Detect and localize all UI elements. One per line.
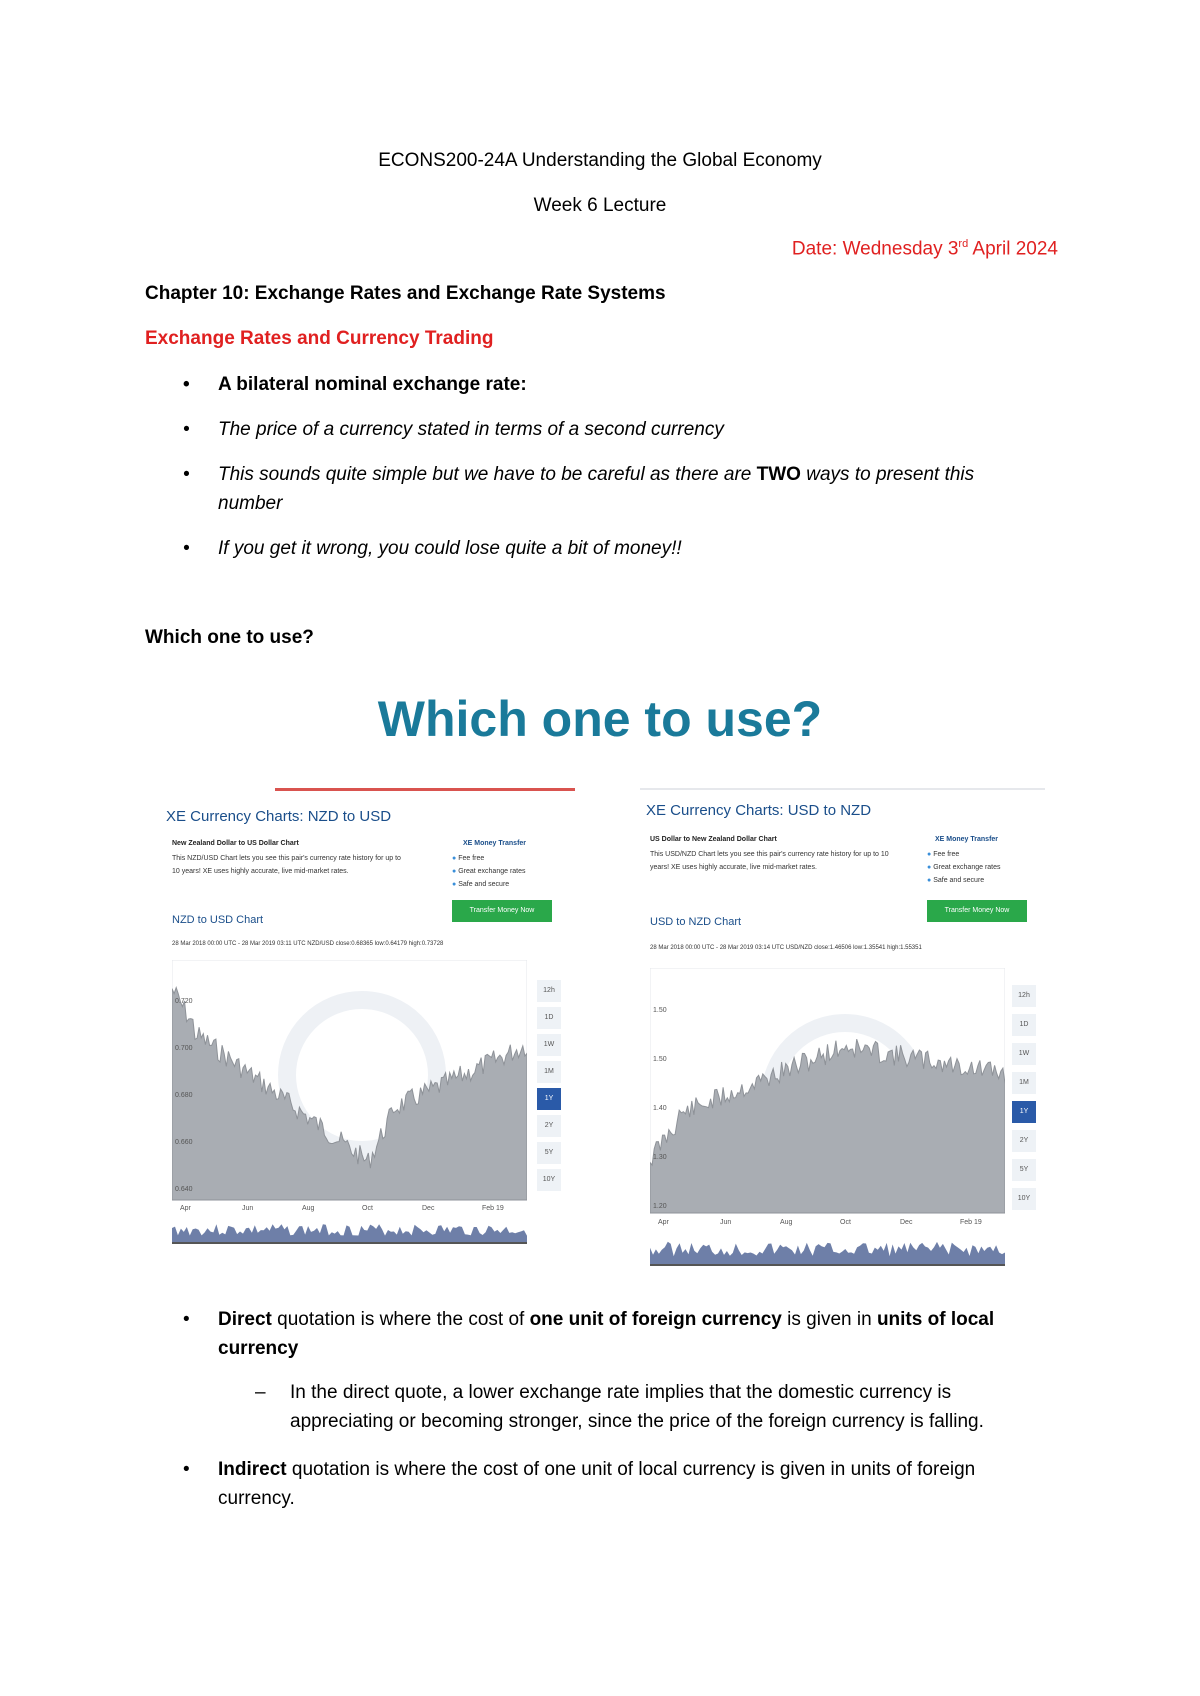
x-tick-label: Feb 19 (960, 1219, 982, 1226)
which-heading: Which one to use? (145, 627, 314, 648)
x-tick-labels (658, 1219, 982, 1226)
x-tick-label: Apr (658, 1219, 669, 1226)
x-tick-label: Oct (840, 1219, 851, 1226)
transfer-item: ● Fee free (927, 851, 960, 858)
x-tick-label: Oct (362, 1205, 373, 1212)
bullet-item: • The price of a currency stated in terms of a second currency (183, 415, 1033, 444)
navigator-bar[interactable] (172, 1242, 527, 1244)
range-chip-1w[interactable]: 1W (1012, 1043, 1036, 1065)
range-chip-5y[interactable]: 5Y (537, 1142, 561, 1164)
x-tick-label: Dec (900, 1219, 913, 1226)
panel-title: XE Currency Charts: NZD to USD (166, 808, 392, 825)
panel-title: XE Currency Charts: USD to NZD (646, 802, 872, 819)
x-tick-label: Jun (242, 1205, 254, 1212)
range-chip-1y[interactable]: 1Y (1012, 1101, 1036, 1123)
chart-title: NZD to USD Chart (172, 914, 264, 926)
panel-subtitle: New Zealand Dollar to US Dollar Chart (172, 840, 299, 847)
course-title: ECONS200-24A Understanding the Global Economy (378, 150, 822, 171)
bullet-item: • Indirect quotation is where the cost of one unit of local currency is given in units of foreign currency. (183, 1455, 1043, 1513)
transfer-money-button[interactable]: Transfer Money Now (452, 900, 552, 922)
panel-description: This NZD/USD Chart lets you see this pair's currency rate history for up to 10 years! XE uses highly accurate, live mid-market rates. (172, 855, 401, 875)
transfer-item: ● Safe and secure (452, 881, 510, 888)
nzd-usd-panel (160, 788, 585, 1258)
bullet-item: • A bilateral nominal exchange rate: (183, 370, 1033, 399)
y-tick-label: 0.700 (175, 1045, 193, 1052)
sub-item: – In the direct quote, a lower exchange rate implies that the domestic currency is appreciating or becoming stronger, since the price of the foreign currency is falling. (255, 1378, 1055, 1436)
range-chip-1d[interactable]: 1D (1012, 1014, 1036, 1036)
panel-accent-line (275, 788, 575, 791)
range-chip-5y[interactable]: 5Y (1012, 1159, 1036, 1181)
y-tick-label: 0.680 (175, 1092, 193, 1099)
panel-top-line (640, 788, 1045, 790)
chapter-title: Chapter 10: Exchange Rates and Exchange Rate Systems (145, 283, 666, 304)
transfer-item: ● Safe and secure (927, 877, 985, 884)
y-tick-label: 1.30 (653, 1154, 667, 1161)
bullet-item: • If you get it wrong, you could lose quite a bit of money!! (183, 534, 1033, 563)
y-tick-label: 1.40 (653, 1105, 667, 1112)
x-tick-label: Jun (720, 1219, 732, 1226)
slide-title: Which one to use? (377, 691, 823, 747)
range-chip-1m[interactable]: 1M (1012, 1072, 1036, 1094)
x-tick-label: Aug (780, 1219, 793, 1226)
range-chip-12h[interactable]: 12h (537, 980, 561, 1002)
range-chip-10y[interactable]: 10Y (1012, 1188, 1036, 1210)
x-tick-label: Dec (422, 1205, 435, 1212)
bullet-item: • Direct quotation is where the cost of one unit of foreign currency is given in units of local currency (183, 1305, 1043, 1363)
lecture-date: Date: Wednesday 3rd April 2024 (791, 238, 1058, 260)
bullet-item: • This sounds quite simple but we have to be careful as there are TWO ways to present this number (183, 460, 1033, 518)
y-tick-label: 1.20 (653, 1203, 667, 1210)
y-tick-label: 1.50 (653, 1007, 667, 1014)
range-chip-1y[interactable]: 1Y (537, 1088, 561, 1110)
usd-nzd-chart (650, 968, 1005, 1268)
chart-range-text: 28 Mar 2018 00:00 UTC - 28 Mar 2019 03:11 UTC NZD/USD close:0.68365 low:0.64179 high:0.73728 (172, 941, 444, 947)
y-tick-label: 0.660 (175, 1139, 193, 1146)
chart-title: USD to NZD Chart (650, 916, 742, 928)
range-chip-1m[interactable]: 1M (537, 1061, 561, 1083)
week-label: Week 6 Lecture (533, 195, 667, 216)
x-tick-labels (180, 1205, 504, 1212)
navigator-bar[interactable] (650, 1264, 1005, 1266)
panel-subtitle: US Dollar to New Zealand Dollar Chart (650, 836, 777, 843)
range-chip-2y[interactable]: 2Y (537, 1115, 561, 1137)
x-tick-label: Feb 19 (482, 1205, 504, 1212)
section-title: Exchange Rates and Currency Trading (145, 328, 494, 349)
range-chip-12h[interactable]: 12h (1012, 985, 1036, 1007)
x-tick-label: Apr (180, 1205, 191, 1212)
transfer-money-button[interactable]: Transfer Money Now (927, 900, 1027, 922)
navigator-series (172, 1224, 527, 1242)
quotation-list-2 (183, 1455, 1043, 1529)
transfer-item: ● Fee free (452, 855, 485, 862)
usd-nzd-panel (640, 788, 1050, 1273)
chart-range-text: 28 Mar 2018 00:00 UTC - 28 Mar 2019 03:14 UTC USD/NZD close:1.46506 low:1.35541 high:1.55351 (650, 945, 922, 951)
transfer-item: ● Great exchange rates (452, 868, 526, 875)
range-chip-10y[interactable]: 10Y (537, 1169, 561, 1191)
range-chip-2y[interactable]: 2Y (1012, 1130, 1036, 1152)
bullet-list (183, 370, 1033, 579)
y-tick-label: 0.640 (175, 1186, 193, 1193)
navigator-series (650, 1242, 1005, 1264)
nzd-usd-chart (172, 960, 527, 1250)
range-chip-1w[interactable]: 1W (537, 1034, 561, 1056)
transfer-title: XE Money Transfer (935, 836, 999, 843)
sub-list (255, 1378, 1055, 1436)
quotation-list (183, 1305, 1043, 1379)
y-tick-label: 1.50 (653, 1056, 667, 1063)
y-tick-label: 0.720 (175, 998, 193, 1005)
transfer-title: XE Money Transfer (463, 840, 527, 847)
transfer-item: ● Great exchange rates (927, 864, 1001, 871)
x-tick-label: Aug (302, 1205, 315, 1212)
panel-description: This USD/NZD Chart lets you see this pair's currency rate history for up to 10 years! XE uses highly accurate, live mid-market rates. (650, 851, 889, 871)
range-chip-1d[interactable]: 1D (537, 1007, 561, 1029)
